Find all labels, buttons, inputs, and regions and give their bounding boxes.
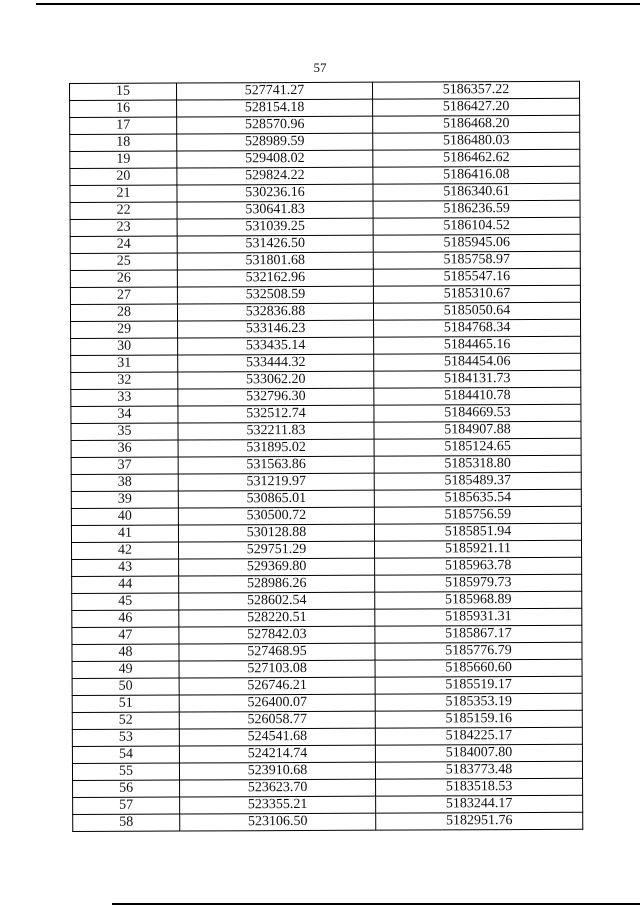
table-row	[72, 659, 582, 678]
table-row	[70, 81, 580, 100]
y-coordinate-cell: 5186480.03	[373, 132, 580, 150]
point-number-cell: 27	[70, 287, 177, 304]
x-coordinate-cell: 532162.96	[177, 269, 373, 287]
point-number-cell: 48	[72, 644, 179, 661]
point-number-cell: 39	[71, 491, 178, 508]
point-number-cell: 33	[71, 389, 178, 406]
y-coordinate-cell: 5183773.48	[375, 761, 582, 779]
point-number-cell: 43	[72, 559, 179, 576]
point-number-cell: 17	[70, 117, 177, 134]
table-row	[70, 268, 580, 287]
point-number-cell: 31	[71, 355, 178, 372]
table-row	[73, 795, 583, 814]
table-row	[70, 98, 580, 117]
page-number: 57	[313, 60, 327, 75]
table-row	[71, 472, 581, 491]
point-number-cell: 35	[71, 423, 178, 440]
x-coordinate-cell: 532211.83	[178, 422, 374, 440]
table-row	[71, 489, 581, 508]
x-coordinate-cell: 523623.70	[180, 779, 376, 797]
x-coordinate-cell: 529824.22	[177, 167, 373, 185]
table-row	[70, 115, 580, 134]
table-row	[70, 166, 580, 185]
y-coordinate-cell: 5185867.17	[375, 625, 582, 643]
point-number-cell: 22	[70, 202, 177, 219]
coordinates-table-body	[70, 81, 583, 831]
y-coordinate-cell: 5184225.17	[375, 727, 582, 745]
y-coordinate-cell: 5185758.97	[373, 251, 580, 269]
table-row	[71, 353, 581, 372]
x-coordinate-cell: 530500.72	[178, 507, 374, 525]
x-coordinate-cell: 528154.18	[177, 99, 373, 117]
point-number-cell: 55	[72, 763, 179, 780]
point-number-cell: 46	[72, 610, 179, 627]
table-row	[72, 727, 582, 746]
y-coordinate-cell: 5184907.88	[374, 421, 581, 439]
y-coordinate-cell: 5185660.60	[375, 659, 582, 677]
y-coordinate-cell: 5184768.34	[374, 319, 581, 337]
point-number-cell: 40	[71, 508, 178, 525]
x-coordinate-cell: 527741.27	[177, 82, 373, 100]
point-number-cell: 54	[72, 746, 179, 763]
x-coordinate-cell: 531563.86	[178, 456, 374, 474]
point-number-cell: 24	[70, 236, 177, 253]
y-coordinate-cell: 5184131.73	[374, 370, 581, 388]
table-row	[72, 744, 582, 763]
point-number-cell: 30	[71, 338, 178, 355]
x-coordinate-cell: 527842.03	[179, 626, 375, 644]
point-number-cell: 15	[70, 83, 177, 100]
table-row	[72, 608, 582, 627]
table-row	[70, 251, 580, 270]
table-row	[72, 761, 582, 780]
x-coordinate-cell: 529751.29	[179, 541, 375, 559]
table-row	[72, 574, 582, 593]
table-row	[70, 183, 580, 202]
y-coordinate-cell: 5185353.19	[375, 693, 582, 711]
point-number-cell: 29	[71, 321, 178, 338]
table-row	[73, 812, 583, 831]
x-coordinate-cell: 532796.30	[178, 388, 374, 406]
y-coordinate-cell: 5184007.80	[375, 744, 582, 762]
y-coordinate-cell: 5185635.54	[374, 489, 581, 507]
y-coordinate-cell: 5186427.20	[373, 98, 580, 116]
table-row	[70, 302, 580, 321]
point-number-cell: 21	[70, 185, 177, 202]
point-number-cell: 51	[72, 695, 179, 712]
y-coordinate-cell: 5185851.94	[374, 523, 581, 541]
x-coordinate-cell: 531219.97	[178, 473, 374, 491]
point-number-cell: 26	[70, 270, 177, 287]
table-row	[71, 438, 581, 457]
x-coordinate-cell: 531801.68	[177, 252, 373, 270]
x-coordinate-cell: 523910.68	[179, 762, 375, 780]
table-row	[72, 710, 582, 729]
table-row	[71, 336, 581, 355]
y-coordinate-cell: 5183244.17	[376, 795, 583, 813]
x-coordinate-cell: 523106.50	[180, 813, 376, 831]
coordinates-table	[69, 81, 583, 832]
y-coordinate-cell: 5185776.79	[375, 642, 582, 660]
table-row	[72, 642, 582, 661]
x-coordinate-cell: 528220.51	[179, 609, 375, 627]
x-coordinate-cell: 529408.02	[177, 150, 373, 168]
x-coordinate-cell: 529369.80	[179, 558, 375, 576]
table-row	[72, 591, 582, 610]
point-number-cell: 42	[72, 542, 179, 559]
x-coordinate-cell: 524541.68	[179, 728, 375, 746]
point-number-cell: 41	[71, 525, 178, 542]
table-row	[71, 523, 581, 542]
y-coordinate-cell: 5186416.08	[373, 166, 580, 184]
y-coordinate-cell: 5186357.22	[372, 81, 579, 99]
point-number-cell: 23	[70, 219, 177, 236]
point-number-cell: 47	[72, 627, 179, 644]
table-row	[72, 625, 582, 644]
table-row	[71, 387, 581, 406]
y-coordinate-cell: 5185945.06	[373, 234, 580, 252]
x-coordinate-cell: 531895.02	[178, 439, 374, 457]
y-coordinate-cell: 5185979.73	[375, 574, 582, 592]
table-row	[72, 557, 582, 576]
table-row	[70, 217, 580, 236]
x-coordinate-cell: 531426.50	[177, 235, 373, 253]
point-number-cell: 16	[70, 100, 177, 117]
y-coordinate-cell: 5185921.11	[375, 540, 582, 558]
table-row	[72, 693, 582, 712]
table-row	[71, 455, 581, 474]
y-coordinate-cell: 5184669.53	[374, 404, 581, 422]
point-number-cell: 44	[72, 576, 179, 593]
y-coordinate-cell: 5185519.17	[375, 676, 582, 694]
y-coordinate-cell: 5185489.37	[374, 472, 581, 490]
y-coordinate-cell: 5185310.67	[373, 285, 580, 303]
point-number-cell: 56	[73, 780, 180, 797]
table-row	[73, 778, 583, 797]
x-coordinate-cell: 533444.32	[178, 354, 374, 372]
y-coordinate-cell: 5184410.78	[374, 387, 581, 405]
x-coordinate-cell: 526746.21	[179, 677, 375, 695]
x-coordinate-cell: 533146.23	[178, 320, 374, 338]
y-coordinate-cell: 5183518.53	[376, 778, 583, 796]
y-coordinate-cell: 5185547.16	[373, 268, 580, 286]
table-row	[71, 404, 581, 423]
y-coordinate-cell: 5186340.61	[373, 183, 580, 201]
y-coordinate-cell: 5182951.76	[376, 812, 583, 830]
table-row	[70, 200, 580, 219]
x-coordinate-cell: 528602.54	[179, 592, 375, 610]
point-number-cell: 28	[70, 304, 177, 321]
y-coordinate-cell: 5185050.64	[373, 302, 580, 320]
point-number-cell: 20	[70, 168, 177, 185]
y-coordinate-cell: 5186236.59	[373, 200, 580, 218]
y-coordinate-cell: 5185124.65	[374, 438, 581, 456]
x-coordinate-cell: 532512.74	[178, 405, 374, 423]
x-coordinate-cell: 526400.07	[179, 694, 375, 712]
table-row	[70, 132, 580, 151]
y-coordinate-cell: 5185968.89	[375, 591, 582, 609]
x-coordinate-cell: 528989.59	[177, 133, 373, 151]
x-coordinate-cell: 530128.88	[178, 524, 374, 542]
point-number-cell: 57	[73, 797, 180, 814]
x-coordinate-cell: 533062.20	[178, 371, 374, 389]
x-coordinate-cell: 530236.16	[177, 184, 373, 202]
y-coordinate-cell: 5185159.16	[375, 710, 582, 728]
x-coordinate-cell: 528986.26	[179, 575, 375, 593]
y-coordinate-cell: 5186468.20	[373, 115, 580, 133]
x-coordinate-cell: 523355.21	[180, 796, 376, 814]
x-coordinate-cell: 527103.08	[179, 660, 375, 678]
point-number-cell: 18	[70, 134, 177, 151]
table-row	[71, 506, 581, 525]
point-number-cell: 32	[71, 372, 178, 389]
x-coordinate-cell: 526058.77	[179, 711, 375, 729]
point-number-cell: 52	[72, 712, 179, 729]
table-row	[70, 234, 580, 253]
table-row	[70, 149, 580, 168]
table-row	[71, 421, 581, 440]
x-coordinate-cell: 524214.74	[179, 745, 375, 763]
point-number-cell: 38	[71, 474, 178, 491]
point-number-cell: 45	[72, 593, 179, 610]
x-coordinate-cell: 528570.96	[177, 116, 373, 134]
point-number-cell: 50	[72, 678, 179, 695]
y-coordinate-cell: 5185756.59	[374, 506, 581, 524]
x-coordinate-cell: 530865.01	[178, 490, 374, 508]
x-coordinate-cell: 530641.83	[177, 201, 373, 219]
y-coordinate-cell: 5186462.62	[373, 149, 580, 167]
point-number-cell: 25	[70, 253, 177, 270]
y-coordinate-cell: 5184465.16	[374, 336, 581, 354]
table-row	[71, 319, 581, 338]
point-number-cell: 58	[73, 814, 180, 831]
y-coordinate-cell: 5184454.06	[374, 353, 581, 371]
y-coordinate-cell: 5185318.80	[374, 455, 581, 473]
y-coordinate-cell: 5185931.31	[375, 608, 582, 626]
table-row	[72, 540, 582, 559]
x-coordinate-cell: 532836.88	[177, 303, 373, 321]
point-number-cell: 37	[71, 457, 178, 474]
y-coordinate-cell: 5186104.52	[373, 217, 580, 235]
x-coordinate-cell: 533435.14	[178, 337, 374, 355]
x-coordinate-cell: 531039.25	[177, 218, 373, 236]
x-coordinate-cell: 527468.95	[179, 643, 375, 661]
point-number-cell: 53	[72, 729, 179, 746]
point-number-cell: 49	[72, 661, 179, 678]
point-number-cell: 34	[71, 406, 178, 423]
table-row	[71, 370, 581, 389]
point-number-cell: 19	[70, 151, 177, 168]
scan-edge-top	[36, 3, 640, 5]
point-number-cell: 36	[71, 440, 178, 457]
y-coordinate-cell: 5185963.78	[375, 557, 582, 575]
table-row	[72, 676, 582, 695]
x-coordinate-cell: 532508.59	[177, 286, 373, 304]
table-row	[70, 285, 580, 304]
